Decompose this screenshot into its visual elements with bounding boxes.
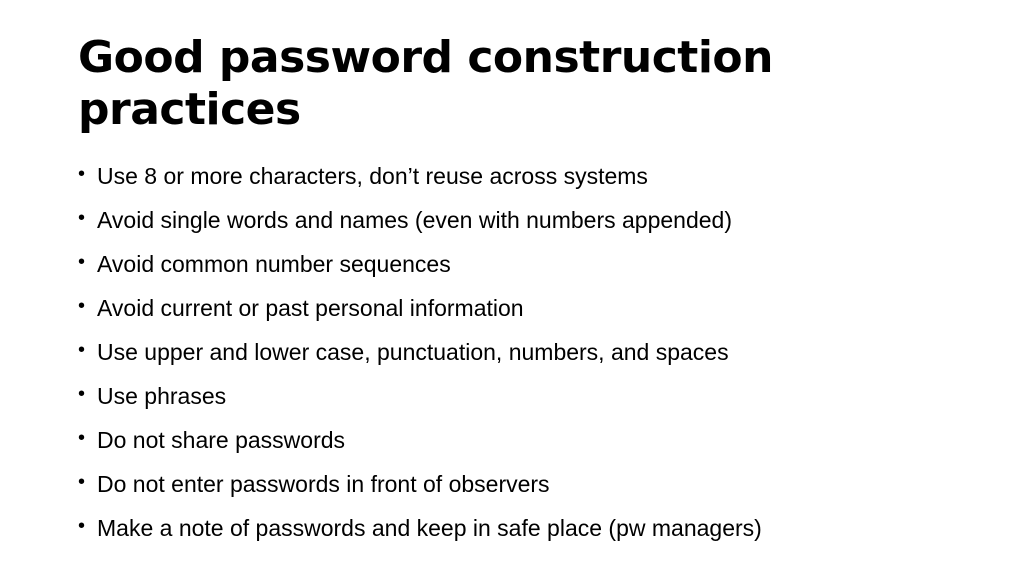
bullet-list bbox=[78, 156, 978, 552]
bullet-item bbox=[78, 464, 978, 508]
bullet-text: Use phrases bbox=[97, 383, 227, 409]
bullet-text: Avoid single words and names (even with numbers appended) bbox=[97, 207, 733, 233]
bullet-text: Do not enter passwords in front of observers bbox=[97, 471, 550, 497]
bullet-icon: • bbox=[78, 471, 86, 493]
bullet-text: Use 8 or more characters, don’t reuse across systems bbox=[97, 163, 648, 189]
bullet-icon: • bbox=[78, 339, 86, 361]
bullet-icon: • bbox=[78, 207, 86, 229]
bullet-icon: • bbox=[78, 295, 86, 317]
bullet-item bbox=[78, 244, 978, 288]
slide-title: Good password construction practices bbox=[78, 32, 773, 135]
bullet-text: Avoid common number sequences bbox=[97, 251, 451, 277]
bullet-item bbox=[78, 332, 978, 376]
bullet-icon: • bbox=[78, 427, 86, 449]
bullet-item bbox=[78, 420, 978, 464]
bullet-text: Do not share passwords bbox=[97, 427, 346, 453]
bullet-item bbox=[78, 508, 978, 552]
bullet-item bbox=[78, 200, 978, 244]
bullet-text: Avoid current or past personal information bbox=[97, 295, 524, 321]
bullet-item bbox=[78, 156, 978, 200]
bullet-icon: • bbox=[78, 163, 86, 185]
bullet-item bbox=[78, 288, 978, 332]
bullet-icon: • bbox=[78, 383, 86, 405]
bullet-item bbox=[78, 376, 978, 420]
bullet-text: Use upper and lower case, punctuation, numbers, and spaces bbox=[97, 339, 729, 365]
bullet-icon: • bbox=[78, 251, 86, 273]
bullet-icon: • bbox=[78, 515, 86, 537]
bullet-text: Make a note of passwords and keep in safe place (pw managers) bbox=[97, 515, 762, 541]
